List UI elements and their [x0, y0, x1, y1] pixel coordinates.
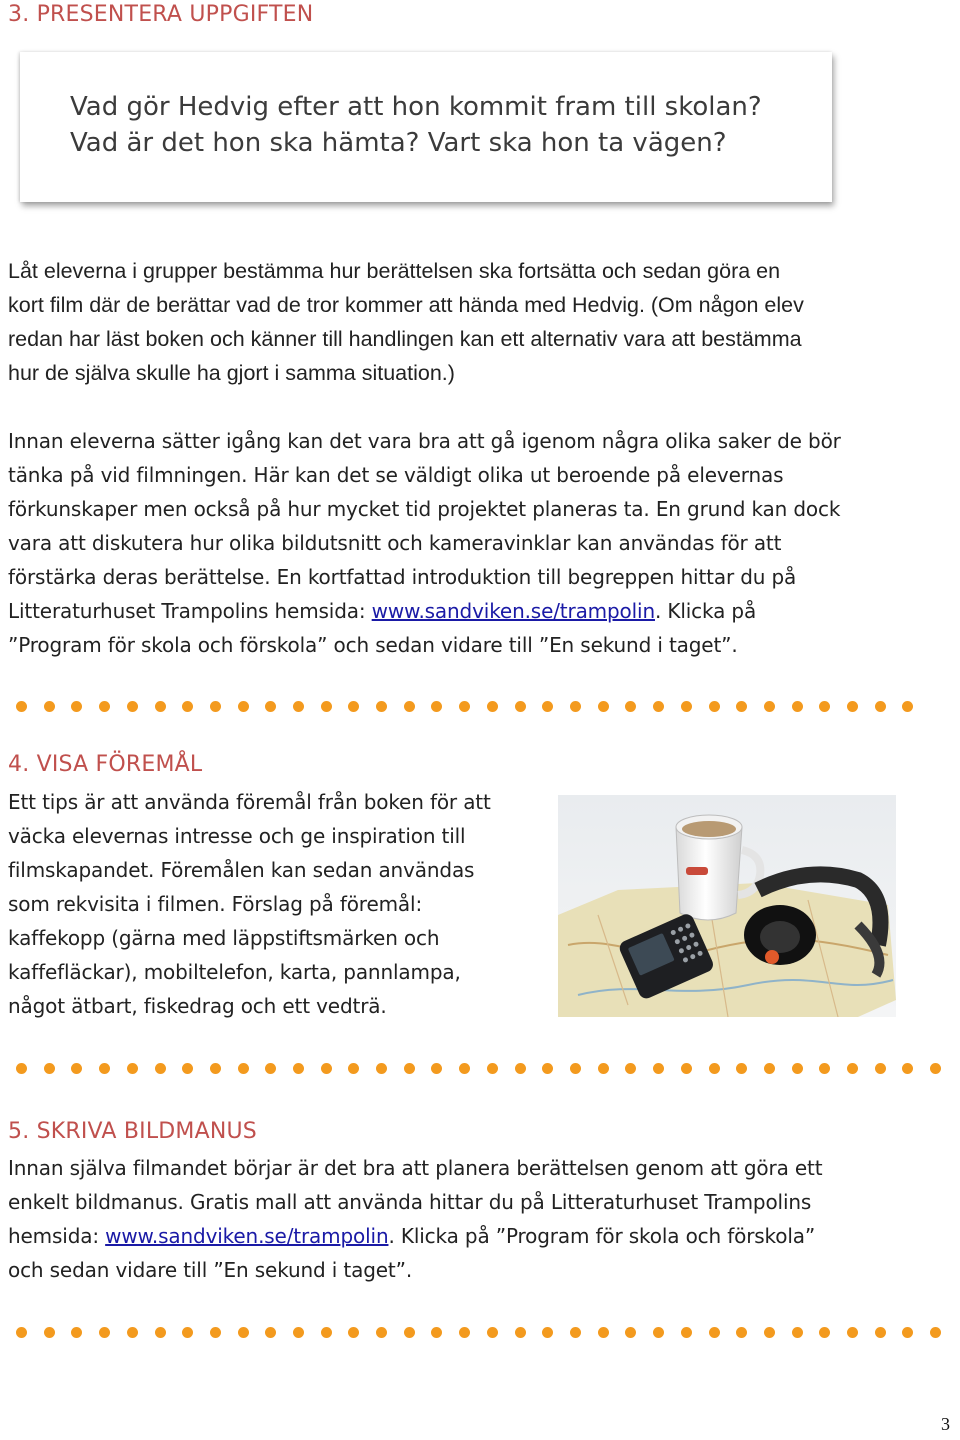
divider-dot [431, 701, 442, 712]
divider-dot [653, 701, 664, 712]
divider-dot [487, 701, 498, 712]
coffee-stain-icon [682, 821, 736, 837]
divider-dot [376, 1063, 387, 1074]
divider-dot [265, 701, 276, 712]
divider-dot [709, 1063, 720, 1074]
section-3-heading: 3. PRESENTERA UPPGIFTEN [8, 2, 314, 27]
divider-dot [598, 1063, 609, 1074]
divider-dot [238, 701, 249, 712]
dotted-divider [16, 1063, 946, 1077]
text-fragment: Litteraturhuset Trampolins hemsida: [8, 599, 372, 623]
divider-dot [902, 1063, 913, 1074]
text-line: kaffekopp (gärna med läppstiftsmärken och [8, 926, 440, 950]
text-line: vara att diskutera hur olika bildutsnitt och kameravinklar kan användas för att [8, 531, 782, 555]
divider-dot [321, 1063, 332, 1074]
divider-dot [155, 1063, 166, 1074]
divider-dot [570, 1327, 581, 1338]
divider-dot [681, 701, 692, 712]
divider-dot [376, 701, 387, 712]
text-fragment: . Klicka på ”Program för skola och förskola” [388, 1224, 816, 1248]
divider-dot [847, 1327, 858, 1338]
text-line: Ett tips är att använda föremål från boken för att [8, 790, 491, 814]
mug-logo-icon [686, 867, 708, 875]
divider-dot [293, 1063, 304, 1074]
divider-dot [431, 1063, 442, 1074]
divider-dot [127, 1327, 138, 1338]
divider-dot [182, 1327, 193, 1338]
divider-dot [625, 1063, 636, 1074]
mug-icon [676, 827, 742, 920]
divider-dot [265, 1327, 276, 1338]
divider-dot [542, 1063, 553, 1074]
divider-dot [348, 701, 359, 712]
question-screenshot-box [20, 52, 832, 202]
divider-dot [709, 1327, 720, 1338]
divider-dot [930, 1063, 941, 1074]
divider-dot [71, 1063, 82, 1074]
text-line: väcka elevernas intresse och ge inspiration till [8, 824, 466, 848]
trampolin-link[interactable]: www.sandviken.se/trampolin [371, 599, 655, 623]
divider-dot [16, 701, 27, 712]
divider-dot [16, 1327, 27, 1338]
divider-dot [155, 1327, 166, 1338]
divider-dot [709, 701, 720, 712]
divider-dot [459, 1327, 470, 1338]
divider-dot [515, 701, 526, 712]
divider-dot [847, 701, 858, 712]
divider-dot [210, 701, 221, 712]
divider-dot [736, 1063, 747, 1074]
text-line: tänka på vid filmningen. Här kan det se väldigt olika ut beroende på elevernas [8, 463, 784, 487]
divider-dot [487, 1063, 498, 1074]
text-line: Innan själva filmandet börjar är det bra att planera berättelsen genom att göra ett [8, 1156, 823, 1180]
divider-dot [847, 1063, 858, 1074]
objects-photo [558, 795, 896, 1017]
dotted-divider [16, 1327, 946, 1341]
divider-dot [902, 701, 913, 712]
divider-dot [542, 1327, 553, 1338]
section-3-paragraph-2 [8, 424, 841, 662]
text-line: redan har läst boken och känner till handlingen kan ett alternativ vara att bestämma [8, 327, 802, 351]
divider-dot [44, 1063, 55, 1074]
divider-dot [44, 1327, 55, 1338]
divider-dot [598, 701, 609, 712]
divider-dot [819, 1327, 830, 1338]
divider-dot [127, 1063, 138, 1074]
divider-dot [736, 701, 747, 712]
divider-dot [487, 1327, 498, 1338]
divider-dot [902, 1327, 913, 1338]
divider-dot [210, 1063, 221, 1074]
divider-dot [44, 701, 55, 712]
section-4-paragraph [8, 785, 491, 1023]
divider-dot [265, 1063, 276, 1074]
divider-dot [764, 1327, 775, 1338]
text-line: Låt eleverna i grupper bestämma hur berättelsen ska fortsätta och sedan göra en [8, 259, 781, 283]
divider-dot [321, 1327, 332, 1338]
text-line: kort film där de berättar vad de tror kommer att hända med Hedvig. (Om någon elev [8, 293, 804, 317]
divider-dot [376, 1327, 387, 1338]
divider-dot [625, 1327, 636, 1338]
divider-dot [182, 701, 193, 712]
trampolin-link[interactable]: www.sandviken.se/trampolin [105, 1224, 389, 1248]
section-5-paragraph [8, 1151, 822, 1287]
divider-dot [238, 1327, 249, 1338]
text-line: filmskapandet. Föremålen kan sedan användas [8, 858, 475, 882]
divider-dot [127, 701, 138, 712]
text-line: som rekvisita i filmen. Förslag på föremål: [8, 892, 423, 916]
divider-dot [570, 1063, 581, 1074]
divider-dot [348, 1327, 359, 1338]
text-line: enkelt bildmanus. Gratis mall att använda hittar du på Litteraturhuset Trampolins [8, 1190, 812, 1214]
divider-dot [625, 701, 636, 712]
divider-dot [653, 1063, 664, 1074]
divider-dot [459, 1063, 470, 1074]
divider-dot [293, 1327, 304, 1338]
divider-dot [875, 1063, 886, 1074]
divider-dot [819, 1063, 830, 1074]
section-4-heading: 4. VISA FÖREMÅL [8, 752, 203, 777]
divider-dot [99, 1063, 110, 1074]
divider-dot [930, 1327, 941, 1338]
divider-dot [570, 701, 581, 712]
divider-dot [819, 701, 830, 712]
divider-dot [293, 701, 304, 712]
divider-dot [404, 701, 415, 712]
divider-dot [16, 1063, 27, 1074]
divider-dot [764, 1063, 775, 1074]
dotted-divider [16, 701, 916, 715]
divider-dot [182, 1063, 193, 1074]
text-fragment: hemsida: [8, 1224, 106, 1248]
divider-dot [515, 1063, 526, 1074]
divider-dot [542, 701, 553, 712]
divider-dot [792, 1063, 803, 1074]
divider-dot [515, 1327, 526, 1338]
text-line: hur de själva skulle ha gjort i samma situation.) [8, 361, 455, 385]
divider-dot [875, 1327, 886, 1338]
divider-dot [875, 701, 886, 712]
divider-dot [653, 1327, 664, 1338]
divider-dot [404, 1327, 415, 1338]
divider-dot [736, 1327, 747, 1338]
divider-dot [792, 1327, 803, 1338]
divider-dot [431, 1327, 442, 1338]
section-3-paragraph-1 [8, 254, 804, 390]
divider-dot [681, 1063, 692, 1074]
text-line: ”Program för skola och förskola” och sedan vidare till ”En sekund i taget”. [8, 633, 738, 657]
text-line: förkunskaper men också på hur mycket tid projektet planeras ta. En grund kan dock [8, 497, 841, 521]
divider-dot [321, 701, 332, 712]
question-line-2: Vad är det hon ska hämta? Vart ska hon ta vägen? [70, 128, 727, 158]
divider-dot [210, 1327, 221, 1338]
divider-dot [348, 1063, 359, 1074]
question-line-1: Vad gör Hedvig efter att hon kommit fram till skolan? [70, 92, 762, 122]
divider-dot [238, 1063, 249, 1074]
text-line: förstärka deras berättelse. En kortfattad introduktion till begreppen hittar du på [8, 565, 797, 589]
divider-dot [681, 1327, 692, 1338]
divider-dot [155, 701, 166, 712]
divider-dot [99, 701, 110, 712]
page-number: 3 [941, 1414, 950, 1434]
text-line: något ätbart, fiskedrag och ett vedträ. [8, 994, 387, 1018]
divider-dot [764, 701, 775, 712]
text-line: och sedan vidare till ”En sekund i taget”. [8, 1258, 413, 1282]
text-fragment: . Klicka på [654, 599, 757, 623]
divider-dot [598, 1327, 609, 1338]
divider-dot [459, 701, 470, 712]
divider-dot [792, 701, 803, 712]
divider-dot [71, 701, 82, 712]
section-5-heading: 5. SKRIVA BILDMANUS [8, 1119, 257, 1144]
text-line: Innan eleverna sätter igång kan det vara bra att gå igenom några olika saker de bör [8, 429, 841, 453]
text-line [8, 594, 841, 628]
divider-dot [404, 1063, 415, 1074]
text-line [8, 1219, 822, 1253]
text-line: kaffefläckar), mobiltelefon, karta, pannlampa, [8, 960, 461, 984]
divider-dot [71, 1327, 82, 1338]
divider-dot [99, 1327, 110, 1338]
